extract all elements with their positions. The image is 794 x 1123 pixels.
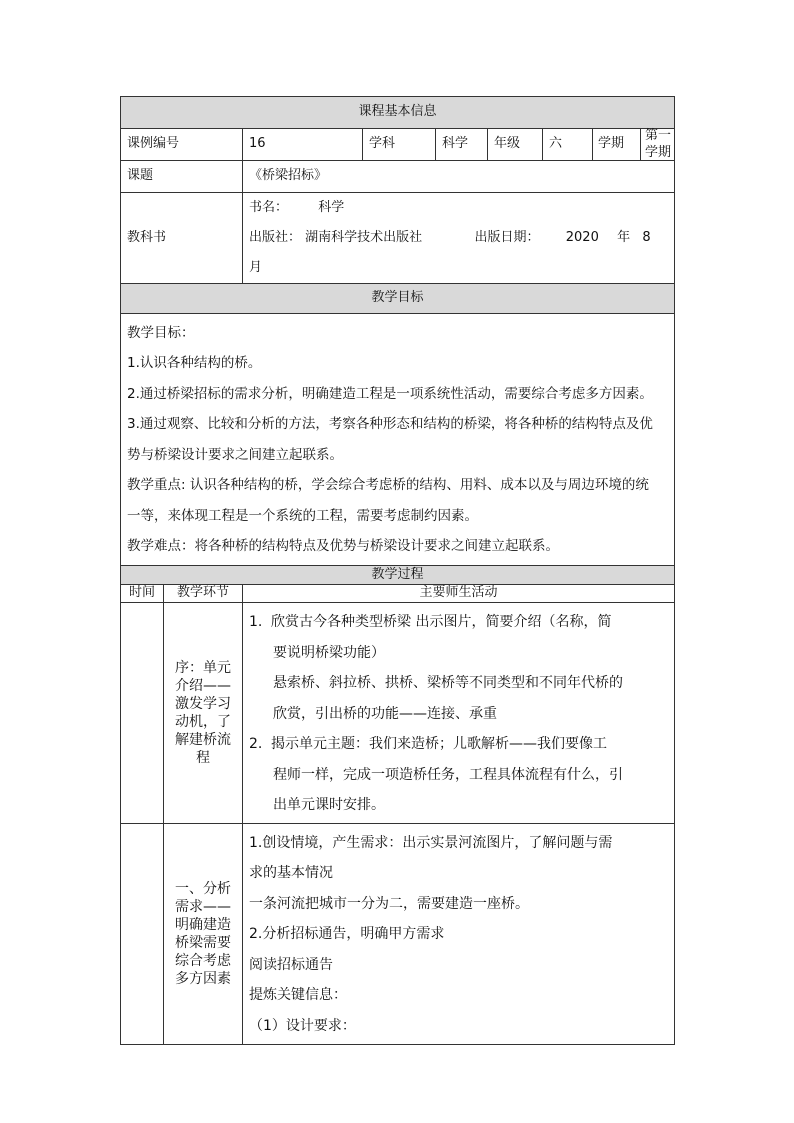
- textbook-label: 教科书: [121, 193, 243, 284]
- time-cell: [121, 603, 164, 824]
- course-id-value: 16: [243, 129, 363, 161]
- book-name-label: 书名：: [249, 200, 289, 215]
- publish-year-unit: 年: [617, 230, 631, 245]
- list-number: 1.: [249, 614, 263, 630]
- step-line: 序：单元: [175, 659, 231, 676]
- activity-line: 出单元课时安排。: [273, 797, 385, 813]
- process-header: 教学过程: [121, 566, 675, 585]
- course-info-table: [120, 96, 675, 1045]
- activity-cell: [243, 823, 675, 1044]
- step-line: 桥梁需要: [175, 934, 231, 951]
- step-line: 一、分析: [175, 880, 231, 897]
- step-line: 需求——: [175, 898, 231, 915]
- publish-date-label: 出版日期：: [474, 230, 540, 245]
- col-time: 时间: [121, 585, 164, 603]
- activity-line: [249, 729, 668, 760]
- activity-line: 求的基本情况: [249, 865, 333, 881]
- objectives-line: 2.通过桥梁招标的需求分析，明确建造工程是一项系统性活动，需要综合考虑多方因素。: [127, 385, 653, 402]
- objectives-line: 教学重点: 认识各种结构的桥，学会综合考虑桥的结构、用料、成本以及与周边环境的统: [127, 477, 649, 493]
- activity-line: 欣赏，引出桥的功能——连接、承重: [273, 705, 497, 722]
- step-line: 激发学习: [175, 695, 231, 712]
- objectives-line: 教学难点：将各种桥的结构特点及优势与桥梁设计要求之间建立起联系。: [127, 538, 559, 554]
- time-cell: [121, 823, 164, 1044]
- step-line: 明确建造: [175, 916, 231, 933]
- publisher-value: 湖南科学技术出版社: [305, 230, 423, 245]
- objectives-line: 1.认识各种结构的桥。: [127, 355, 262, 371]
- step-cell: [164, 603, 243, 824]
- step-line: 动机，了: [175, 713, 231, 730]
- activity-line: 2.分析招标通告，明确甲方需求: [249, 926, 445, 942]
- step-line: 综合考虑: [175, 952, 231, 969]
- subject-label: 学科: [363, 129, 436, 161]
- col-activity: 主要师生活动: [243, 585, 675, 603]
- activity-line: 1.创设情境，产生需求：出示实景河流图片，了解问题与需: [249, 834, 613, 851]
- term-label: 学期: [593, 129, 641, 160]
- term-value: 第一学期: [645, 128, 672, 160]
- term-cell: [593, 129, 675, 161]
- subject-value: 科学: [436, 129, 488, 161]
- objectives-line: 势与桥梁设计要求之间建立起联系。: [127, 446, 343, 463]
- topic-label: 课题: [121, 161, 243, 193]
- objectives-body: [121, 314, 675, 566]
- book-name-line: [249, 193, 668, 223]
- activity-line: 阅读招标通告: [249, 956, 333, 973]
- activity-text: 揭示单元主题：我们来造桥；儿歌解析——我们要像工: [271, 736, 607, 752]
- activity-text: 欣赏古今各种类型桥梁 出示图片，简要介绍（名称，简: [271, 614, 612, 630]
- step-line: 程: [196, 749, 210, 766]
- activity-line: 悬索桥、斜拉桥、拱桥、梁桥等不同类型和不同年代桥的: [273, 675, 623, 691]
- col-step: 教学环节: [164, 585, 243, 603]
- objectives-line: 教学目标：: [127, 324, 195, 341]
- activity-cell: [243, 603, 675, 824]
- grade-label: 年级: [488, 129, 543, 161]
- textbook-details: [243, 193, 675, 284]
- step-line: 多方因素: [175, 970, 231, 987]
- activity-line: 要说明桥梁功能）: [273, 644, 385, 661]
- activity-line: 程师一样，完成一项造桥任务，工程具体流程有什么，引: [273, 766, 623, 783]
- course-plan-sheet: [120, 96, 674, 1045]
- step-cell: [164, 823, 243, 1044]
- step-line: 介绍——: [175, 677, 231, 694]
- course-info-header: 课程基本信息: [121, 97, 675, 129]
- activity-line: 一条河流把城市一分为二，需要建造一座桥。: [249, 895, 529, 912]
- list-number: 2.: [249, 736, 263, 752]
- activity-line: 提炼关键信息：: [249, 987, 347, 1003]
- course-id-label: 课例编号: [121, 129, 243, 161]
- publish-year: 2020: [565, 230, 599, 245]
- objectives-header: 教学目标: [121, 284, 675, 314]
- publisher-line: [249, 223, 668, 283]
- topic-value: 《桥梁招标》: [243, 161, 675, 193]
- publish-month-unit: 月: [249, 260, 263, 275]
- publisher-label: 出版社：: [249, 230, 302, 245]
- activity-line: [249, 607, 668, 638]
- book-name-value: 科学: [318, 200, 345, 215]
- step-line: 解建桥流: [175, 731, 231, 748]
- activity-line: （1）设计要求：: [249, 1017, 356, 1034]
- objectives-line: 3.通过观察、比较和分析的方法，考察各种形态和结构的桥梁，将各种桥的结构特点及优: [127, 416, 653, 432]
- grade-value: 六: [543, 129, 593, 161]
- objectives-line: 一等，来体现工程是一个系统的工程，需要考虑制约因素。: [127, 507, 478, 524]
- publish-month: 8: [642, 230, 651, 245]
